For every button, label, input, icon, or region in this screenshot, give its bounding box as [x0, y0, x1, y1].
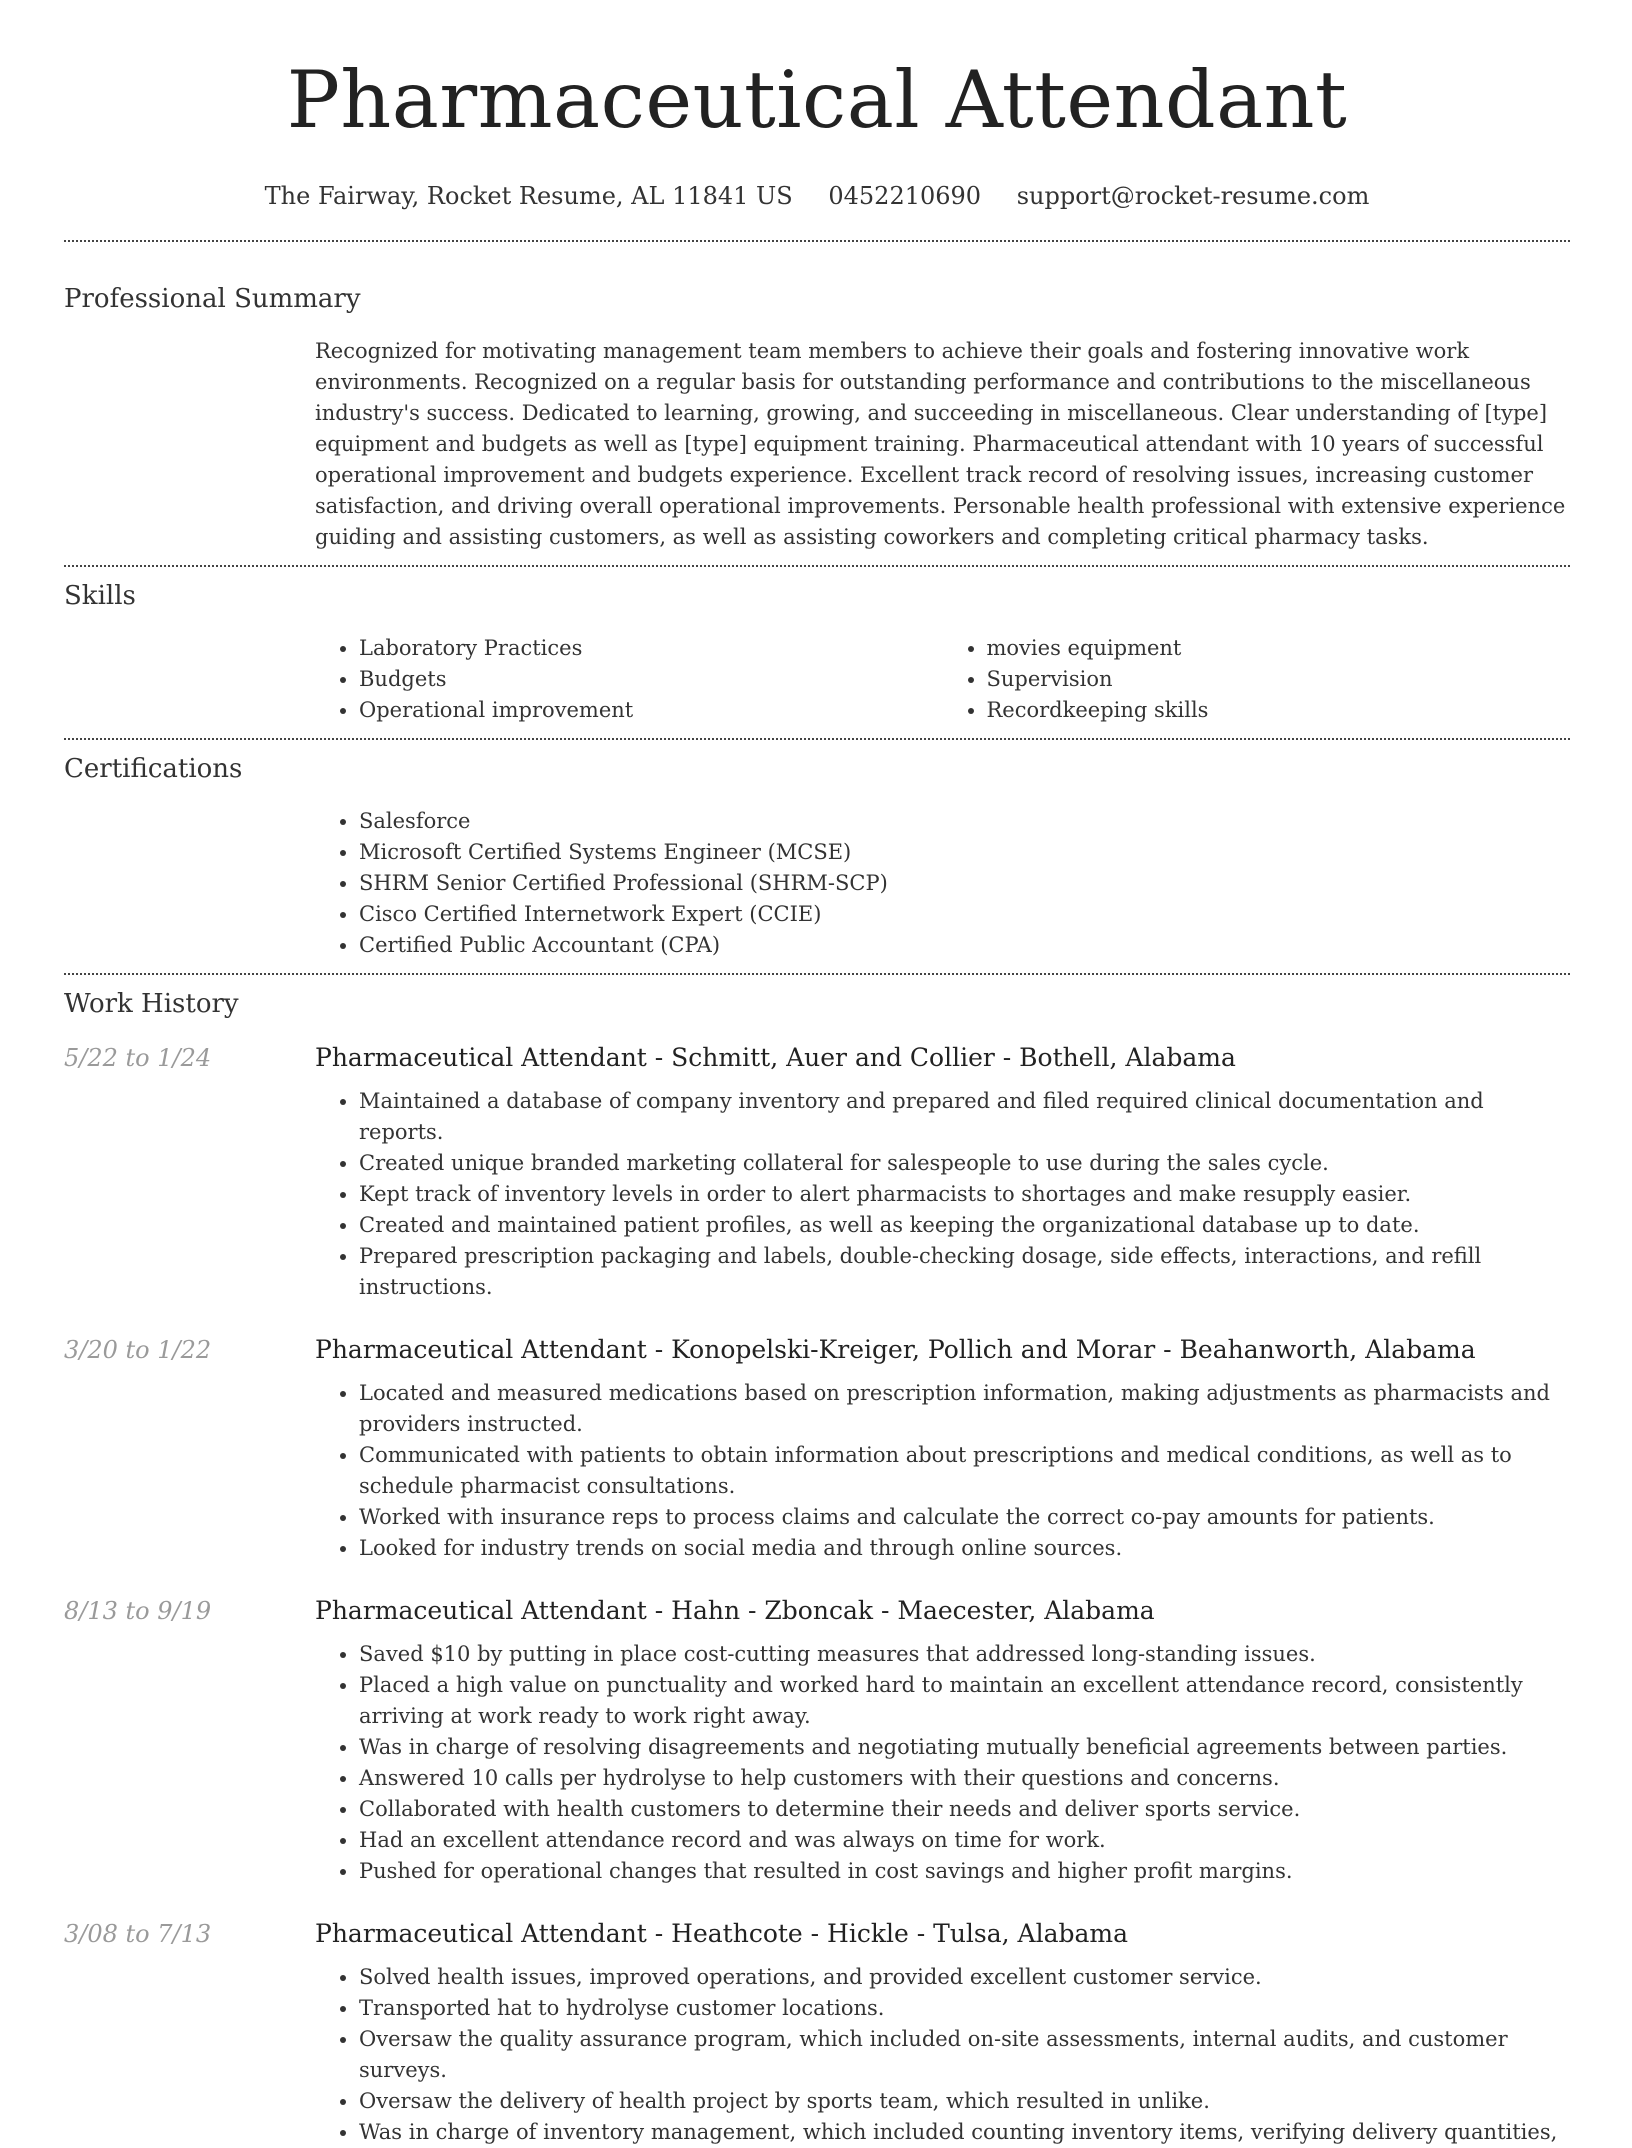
resume-name: Pharmaceutical Attendant — [286, 54, 1348, 146]
skill-item: • Recordkeeping skills — [987, 695, 1571, 726]
contact-address: The Fairway, Rocket Resume, AL 11841 US — [264, 182, 793, 210]
certification-item: • Microsoft Certified Systems Engineer (MCSE) — [359, 837, 1570, 868]
job-title: Pharmaceutical Attendant - Schmitt, Auer and Collier - Bothell, Alabama — [315, 1043, 1236, 1072]
job-bullet: • Saved $10 by putting in place cost-cutting measures that addressed long-standing issues. — [359, 1639, 1570, 1670]
skills-list-left — [315, 633, 943, 726]
job-bullet: • Pushed for operational changes that resulted in cost savings and higher profit margins. — [359, 1856, 1570, 1887]
skill-item: • Operational improvement — [359, 695, 943, 726]
contact-line — [64, 178, 1570, 214]
section-title-work-history: Work History — [64, 989, 239, 1019]
job-dates: 5/22 to 1/24 — [64, 1044, 212, 1072]
job-bullet: • Solved health issues, improved operations, and provided excellent customer service. — [359, 1962, 1570, 1993]
job-entry — [64, 1596, 1570, 1887]
job-bullet: • Worked with insurance reps to process claims and calculate the correct co-pay amounts for patients. — [359, 1502, 1570, 1533]
job-entry — [64, 1043, 1570, 1303]
job-bullet: • Looked for industry trends on social media and through online sources. — [359, 1533, 1570, 1564]
job-bullet: • Communicated with patients to obtain information about prescriptions and medical conditions, as well as to schedule pharmacist consultations. — [359, 1440, 1570, 1502]
job-bullet: • Was in charge of inventory management, which included counting inventory items, verifying delivery quantities, — [359, 2117, 1570, 2148]
job-title: Pharmaceutical Attendant - Konopelski-Kreiger, Pollich and Morar - Beahanworth, Alabama — [315, 1335, 1476, 1364]
resume-page — [64, 0, 1570, 2148]
certifications-list — [315, 806, 1570, 961]
skills-list-right — [943, 633, 1571, 726]
job-bullets — [315, 1639, 1570, 1887]
job-dates: 8/13 to 9/19 — [64, 1597, 212, 1625]
skill-item: • movies equipment — [987, 633, 1571, 664]
job-bullet: • Answered 10 calls per hydrolyse to help customers with their questions and concerns. — [359, 1763, 1570, 1794]
job-title: Pharmaceutical Attendant - Hahn - Zboncak - Maecester, Alabama — [315, 1596, 1155, 1625]
job-dates: 3/20 to 1/22 — [64, 1336, 212, 1364]
job-entry — [64, 1335, 1570, 1564]
job-bullets — [315, 1962, 1570, 2148]
job-bullet: • Had an excellent attendance record and was always on time for work. — [359, 1825, 1570, 1856]
job-entry — [64, 1919, 1570, 2148]
job-bullet: • Placed a high value on punctuality and worked hard to maintain an excellent attendance record, consistently arriving at work ready to work right away. — [359, 1670, 1570, 1732]
job-bullet: • Located and measured medications based on prescription information, making adjustments as pharmacists and providers instructed. — [359, 1378, 1570, 1440]
job-bullet: • Oversaw the delivery of health project by sports team, which resulted in unlike. — [359, 2086, 1570, 2117]
job-title: Pharmaceutical Attendant - Heathcote - Hickle - Tulsa, Alabama — [315, 1919, 1129, 1948]
certification-item: • Salesforce — [359, 806, 1570, 837]
contact-phone: 0452210690 — [828, 182, 982, 210]
job-bullets — [315, 1378, 1570, 1564]
certification-item: • SHRM Senior Certified Professional (SHRM-SCP) — [359, 868, 1570, 899]
job-bullet: • Created unique branded marketing collateral for salespeople to use during the sales cycle. — [359, 1148, 1570, 1179]
summary-section — [64, 242, 1570, 553]
job-bullet: • Kept track of inventory levels in order to alert pharmacists to shortages and make resupply easier. — [359, 1179, 1570, 1210]
job-bullet: • Collaborated with health customers to determine their needs and deliver sports service. — [359, 1794, 1570, 1825]
section-title-certifications: Certifications — [64, 754, 243, 784]
job-dates: 3/08 to 7/13 — [64, 1920, 212, 1948]
job-bullets — [315, 1086, 1570, 1303]
summary-text: Recognized for motivating management team members to achieve their goals and fostering innovative work environments. Recognized on a regular basis for outstanding performance and contributions to the miscellaneous industry's success. Dedicated to learning, growing, and succeeding in miscellaneous. Clear understanding of [type] equipment and budgets as well as [type] equipment training. Pharmaceutical attendant with 10 years of successful operational improvement and budgets experience. Excellent track record of resolving issues, increasing customer satisfaction, and driving overall operational improvements. Personable health professional with extensive experience guiding and assisting customers, as well as assisting coworkers and completing critical pharmacy tasks. — [315, 339, 1566, 549]
certifications-section — [64, 740, 1570, 961]
work-history-section — [64, 975, 1570, 2148]
job-bullet: • Oversaw the quality assurance program, which included on-site assessments, internal audits, and customer surveys. — [359, 2024, 1570, 2086]
job-bullet: • Prepared prescription packaging and labels, double-checking dosage, side effects, interactions, and refill instructions. — [359, 1241, 1570, 1303]
skill-item: • Budgets — [359, 664, 943, 695]
skill-item: • Laboratory Practices — [359, 633, 943, 664]
job-bullet: • Was in charge of resolving disagreements and negotiating mutually beneficial agreements between parties. — [359, 1732, 1570, 1763]
section-title-skills: Skills — [64, 581, 136, 611]
job-bullet: • Transported hat to hydrolyse customer locations. — [359, 1993, 1570, 2024]
contact-email: support@rocket-resume.com — [1016, 182, 1370, 210]
skills-section — [64, 567, 1570, 726]
section-title-summary: Professional Summary — [64, 284, 361, 314]
certification-item: • Cisco Certified Internetwork Expert (CCIE) — [359, 899, 1570, 930]
job-bullet: • Created and maintained patient profiles, as well as keeping the organizational database up to date. — [359, 1210, 1570, 1241]
skill-item: • Supervision — [987, 664, 1571, 695]
job-bullet: • Maintained a database of company inventory and prepared and filed required clinical documentation and reports. — [359, 1086, 1570, 1148]
certification-item: • Certified Public Accountant (CPA) — [359, 930, 1570, 961]
